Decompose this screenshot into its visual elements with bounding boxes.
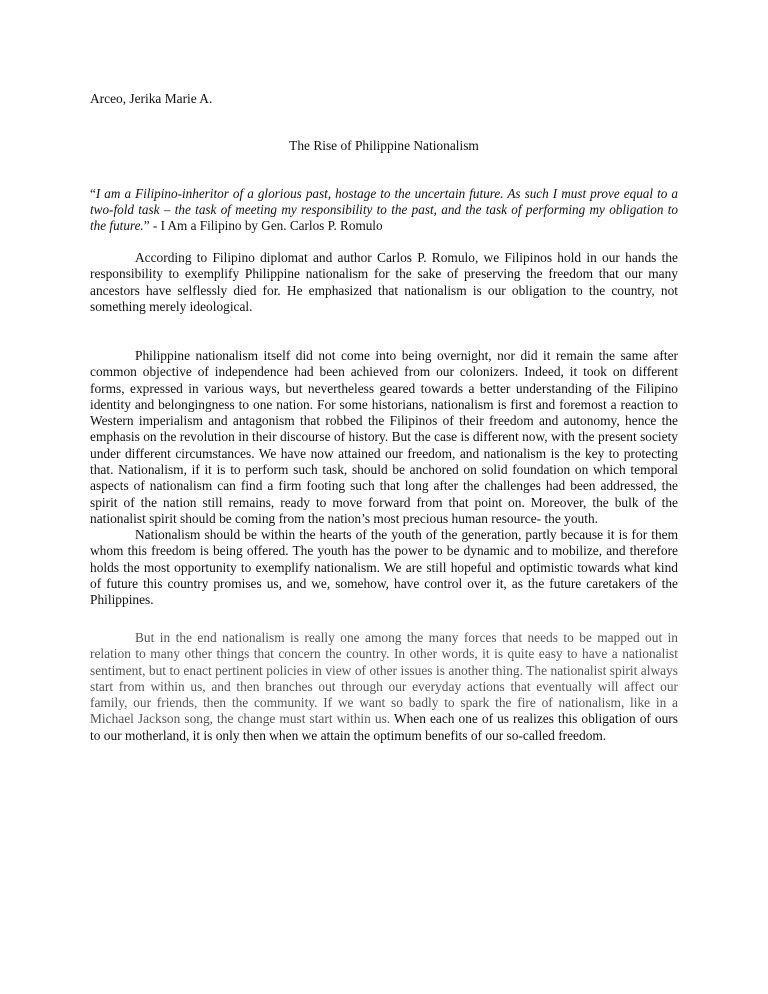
quote-open-mark: “ [90,186,96,201]
epigraph-quote [90,186,678,235]
quote-source: - I Am a Filipino by Gen. Carlos P. Romulo [149,218,383,234]
body-paragraph-2: Philippine nationalism itself did not come into being overnight, nor did it remain the same after common objective of independence had been achieved from our colonizers. Indeed, it took on different forms, expressed in various ways, but nevertheless geared towards a better understanding of the Filipino identity and belongingness to one nation. For some historians, nationalism is first and foremost a reaction to Western imperialism and antagonism that robbed the Filipinos of their freedom and autonomy, hence the emphasis on the revolution in their discourse of history. But the case is different now, with the present society under different circumstances. We have now attained our freedom, and nationalism is the key to protecting that. Nationalism, if it is to perform such task, should be anchored on solid foundation on which temporal aspects of nationalism can find a firm footing such that long after the challenges had been addressed, the spirit of the nation still remains, ready to move forward from that point on. Moreover, the bulk of the nationalist spirit should be coming from the nation’s most precious human resource- the youth. [90,348,678,526]
quote-close-mark: ” [143,218,150,234]
author-name: Arceo, Jerika Marie A. [90,91,213,106]
body-paragraph-1: According to Filipino diplomat and author Carlos P. Romulo, we Filipinos hold in our hands the responsibility to exemplify Philippine nationalism for the sake of preserving the freedom that our many ancestors have selflessly died for. He emphasized that nationalism is our obligation to the country, not something merely ideological. [90,250,678,314]
quote-text: I am a Filipino-inheritor of a glorious past, hostage to the uncertain future. As such I must prove equal to a two-fold task – the task of meeting my responsibility to the past, and the task of performing my obligation to the future. [90,186,678,234]
body-paragraph-4 [90,630,678,744]
paragraph-4-dark-text: When each one of us realizes this obligation of ours to our motherland, it is only then when we attain the optimum benefits of our so-called freedom. [90,711,678,743]
body-paragraph-3: Nationalism should be within the hearts of the youth of the generation, partly because it is for them whom this freedom is being offered. The youth has the power to be dynamic and to mobilize, and therefore holds the most opportunity to exemplify nationalism. We are still hopeful and optimistic towards what kind of future this country promises us, and we, somehow, have control over it, as the future caretakers of the Philippines. [90,527,678,608]
document-title: The Rise of Philippine Nationalism [289,138,479,153]
paragraph-4-faded-text: But in the end nationalism is really one among the many forces that needs to be mapped out in relation to many other things that concern the country. In other words, it is quite easy to have a nationalist sentiment, but to enact pertinent policies in view of other issues is another thing. The nationalist spirit always start from within us, and then branches out through our everyday actions that eventually will affect our family, our friends, then the community. If we want so badly to spark the fire of nationalism, like in a Michael Jackson song, the change must start within us. [90,630,678,727]
